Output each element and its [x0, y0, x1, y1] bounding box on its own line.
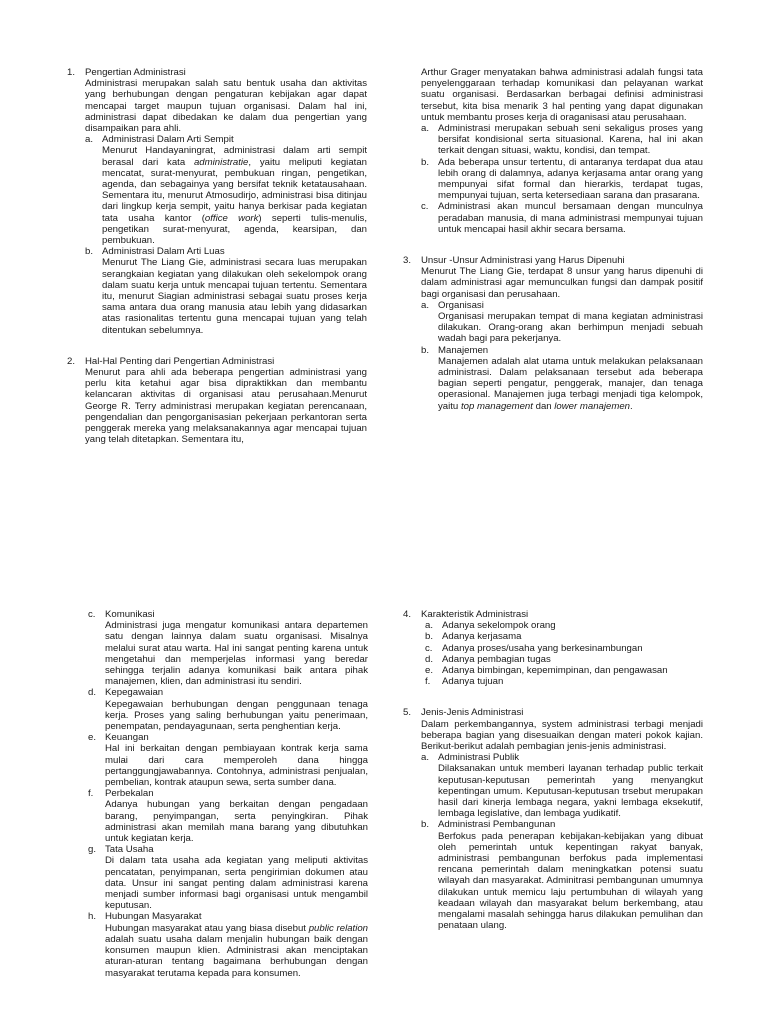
item-title: Perbekalan	[105, 788, 154, 800]
text-run: adalah suatu usaha dalam menjalin hubungan baik dengan konsumen maupun klien. Administrasi akan menciptakan aturan-aturan tentang bagaimana berhubungan dengan masyarakat terutama kepada para konsumen.	[105, 933, 368, 979]
subsection-b	[421, 819, 703, 931]
unsur-item	[88, 911, 368, 978]
column-top-left	[67, 67, 367, 446]
unsur-item	[88, 732, 368, 788]
column-bottom-right	[403, 609, 703, 931]
section-3	[403, 255, 703, 412]
item-letter: a.	[421, 299, 430, 311]
item-letter: f.	[88, 788, 94, 800]
list-item	[425, 676, 703, 687]
subsection-title: Administrasi Dalam Arti Luas	[102, 246, 225, 258]
text-run: Hubungan masyarakat atau yang biasa disebut	[105, 922, 309, 934]
subsection-title: Organisasi	[438, 299, 484, 311]
point-item	[421, 157, 703, 202]
subsection-a	[421, 300, 703, 345]
paragraph: Dilaksanakan untuk memberi layanan terhadap public terkait keputusan-keputusan pemerintah yang menyangkut kepentingan umum. Keputusan-keputusan trsebut merupakan hasil dari kinerja lembaga negara, yakni lembaga eksekutif, lembaga legislative, dan lembaga yudikatif.	[438, 763, 703, 820]
points-list	[403, 123, 703, 235]
paragraph: Administrasi juga mengatur komunikasi antara departemen satu dengan lainnya dalam suatu organisasi. Misalnya melalui surat atau warta. Hal ini sangat penting karena untuk mengetahui dan memperjelas informasi yang beredar sehingga terjalin adanya komunikasi baik antara pihak manajemen, klien, dan administrasi itu sendiri.	[105, 620, 368, 688]
italic-term: lower manajemen	[554, 400, 631, 412]
item-letter: h.	[88, 911, 97, 923]
list-item	[425, 631, 703, 642]
item-letter: e.	[425, 665, 434, 677]
point-text: Administrasi akan muncul bersamaan dengan munculnya peradaban manusia, di mana administrasi mempunyai tujuan untuk mencapai hasil akhir secara bersama.	[438, 201, 703, 235]
item-letter: a.	[425, 620, 434, 632]
item-letter: c.	[88, 609, 96, 620]
subsection-a	[421, 752, 703, 819]
italic-term: top management	[460, 400, 533, 412]
paragraph: Kepegawaian berhubungan dengan penggunaan tenaga kerja. Proses yang saling berhubungan yaitu penerimaan, penempatan, pendayagunaan, serta penghentian kerja.	[105, 698, 368, 733]
item-letter: a.	[85, 134, 94, 146]
continuation-paragraph: Arthur Grager menyatakan bahwa administrasi adalah fungsi tata penyelenggaraan terhadap komunikasi dan pelayanan warkat suatu organisasi. Berdasarkan berbagai definisi administrasi tersebut, kita bisa menarik 3 hal penting yang dapat digunakan untuk membantu proses kerja di oraganisasi atau perusahaan.	[421, 67, 703, 123]
paragraph: Berfokus pada penerapan kebijakan-kebijakan yang dibuat oleh pemerintah untuk kepentingan rakyat banyak, administrasi pembangunan berfokus pada implementasi rencana pemerintah dalam meningkatkan potensi suatu wilayah dan masyarakat. Adminitrasi pembangunan umumnya dilakukan untuk memicu laju pertumbuhan di wilayah yang keadaan wilayah dan masyarakat belum berkembang, atau mengalami masalah sehingga harus dilakukan pemulihan dan penataan ulang.	[438, 830, 703, 932]
subsection-b	[421, 345, 703, 412]
subsection-title: Manajemen	[438, 344, 489, 356]
item-text: Adanya bimbingan, kepemimpinan, dan pengawasan	[442, 665, 668, 677]
item-text: Adanya pembagian tugas	[442, 653, 551, 665]
paragraph: Menurut The Liang Gie, administrasi secara luas merupakan serangkaian kegiatan yang dilakukan oleh sekelompok orang dalam suatu kerja untuk mencapai tujuan tertentu. Sementara itu, menurut Siagian administrasi sebagai suatu proses kerja sama antara dua orang manusia atau lebih yang didasarkan atas rasionalitas tertentu guna mencapai tujuan yang telah ditentukan sebelumnya.	[102, 257, 367, 336]
item-title: Tata Usaha	[105, 844, 154, 856]
item-title: Keuangan	[105, 732, 149, 744]
list-item	[425, 620, 703, 631]
paragraph: Hal ini berkaitan dengan pembiayaan kontrak kerja sama mulai dari cara memperoleh dana hingga pertanggungjawabannya. Contohnya, administrasi penjualan, pembelian, kontrak ataupun sewa, serta sumber dana.	[105, 743, 368, 789]
column-bottom-left	[88, 609, 368, 979]
section-intro: Menurut The Liang Gie, terdapat 8 unsur yang harus dipenuhi di dalam administrasi agar memunculkan fungsi dan dampak positif bagi organisasi dan perusahaan.	[421, 266, 703, 300]
paragraph: Menurut para ahli ada beberapa pengertian administrasi yang perlu kita ketahui agar bisa dipraktikkan dan membantu kelancaran aktivitas di organisasi atau perusahaan.Menurut George R. Terry administrasi merupakan kegiatan perencanaan, pengendalian dan pengorganisasian pekerjaan perkantoran serta penggerak mereka yang melaksanakannya agar mencapai tujuan yang telah ditetapkan. Sementara itu,	[85, 367, 367, 446]
text-run: dan	[532, 400, 555, 412]
paragraph	[102, 145, 367, 246]
section-number: 5.	[403, 707, 412, 719]
section-2	[67, 356, 367, 446]
unsur-item	[88, 687, 368, 732]
paragraph	[105, 923, 368, 979]
unsur-item	[88, 844, 368, 911]
text-run: .	[630, 400, 633, 412]
subsection-title: Administrasi Dalam Arti Sempit	[102, 134, 234, 146]
item-title: Kepegawaian	[105, 687, 164, 699]
point-text: Ada beberapa unsur tertentu, di antaranya terdapat dua atau lebih orang di dalamnya, adanya kerjasama antar orang yang mempunyai sifat formal dan hierarkis, terdapat tugas, mempunyai tujuan, serta ketersediaan sarana dan prasarana.	[438, 156, 703, 202]
text-run: Manajemen adalah alat utama untuk melakukan pelaksanaan administrasi. Dalam pelaksanaan tersebut ada beberapa bagian seperti pengatur, penggerak, manajer, dan tenaga operasional. Manajemen juga terbagi menjadi tiga kelompok, yaitu	[438, 355, 703, 412]
point-text: Administrasi merupakan sebuah seni sekaligus proses yang bersifat kondisional serta situasional. Karena, hal ini akan terkait dengan situasi, waktu, kondisi, dan tempat.	[438, 123, 703, 157]
section-number: 2.	[67, 355, 76, 367]
item-letter: a.	[421, 752, 430, 764]
section-intro: Dalam perkembangannya, system administrasi terbagi menjadi beberapa bagian yang disesuaikan dengan materi pokok kajian. Berikut-berikut adalah pembagian jenis-jenis administrasi.	[421, 718, 703, 753]
item-letter: b.	[425, 631, 434, 643]
unsur-item	[88, 788, 368, 844]
paragraph	[438, 356, 703, 412]
section-number: 1.	[67, 67, 76, 78]
item-letter: b.	[421, 344, 430, 356]
characteristics-list	[425, 620, 703, 687]
section-1	[67, 67, 367, 336]
item-letter: c.	[425, 642, 433, 654]
section-intro: Administrasi merupakan salah satu bentuk usaha dan aktivitas yang berhubungan dengan pengaturan kebijakan agar dapat mencapai target maupun tujuan organisasi. Dalam hal ini, administrasi dapat dibedakan ke dalam dua pengertian yang disampaikan para ahli.	[85, 78, 367, 135]
section-number: 3.	[403, 255, 412, 267]
item-letter: d.	[425, 653, 434, 665]
text-run: , yaitu meliputi kegiatan mencatat, surat-menyurat, pembukuan ringan, pengetikan, agenda, dan sebagainya yang bersifat teknik ketatausahaan. Sementara itu, menurut Atmosudirjo, administrasi bisa ditinjau dari lingkup kerja sempit, yaitu hanya berkisar pada kegiatan tata usaha kantor (	[102, 156, 367, 224]
item-letter: b.	[421, 819, 430, 831]
section-5	[403, 707, 703, 931]
list-item	[425, 654, 703, 665]
column-top-right	[403, 67, 703, 412]
section-4	[403, 609, 703, 687]
item-letter: b.	[85, 246, 94, 258]
section-title: Jenis-Jenis Administrasi	[421, 707, 524, 719]
subsection-title: Administrasi Publik	[438, 752, 520, 764]
italic-term: office work	[204, 212, 259, 224]
item-text: Adanya sekelompok orang	[442, 620, 556, 632]
subsection-title: Administrasi Pembangunan	[438, 819, 556, 831]
item-title: Hubungan Masyarakat	[105, 911, 202, 923]
italic-term: public relation	[308, 922, 369, 934]
item-text: Adanya tujuan	[442, 676, 504, 688]
section-title: Hal-Hal Penting dari Pengertian Administrasi	[85, 355, 275, 367]
item-text: Adanya kerjasama	[442, 631, 522, 643]
text-run: ) seperti tulis-menulis, pengetikan surat-menyurat, agenda, kearsipan, dan pembukuan.	[102, 212, 367, 247]
italic-term: administratie	[193, 156, 249, 168]
point-item	[421, 201, 703, 235]
item-letter: f.	[425, 676, 431, 688]
item-letter: e.	[88, 732, 97, 744]
item-title: Komunikasi	[105, 609, 155, 620]
item-text: Adanya proses/usaha yang berkesinambungan	[442, 642, 643, 654]
unsur-item	[88, 609, 368, 687]
section-title: Pengertian Administrasi	[85, 67, 186, 78]
item-letter: b.	[421, 156, 430, 168]
item-letter: d.	[88, 687, 97, 699]
paragraph: Adanya hubungan yang berkaitan dengan pengadaan barang, penyimpangan, serta penyingkiran. Pihak administrasi akan memilah mana barang yang dibutuhkan untuk kegiatan kerja.	[105, 799, 368, 845]
item-letter: a.	[421, 123, 430, 135]
paragraph: Di dalam tata usaha ada kegiatan yang meliputi aktivitas pencatatan, penyimpanan, serta pengirimian dokumen atau data. Unsur ini sangat penting dalam administrasi karena menjadi sumber informasi bagi organisasi untuk mengambil keputusan.	[105, 855, 368, 912]
point-item	[421, 123, 703, 157]
section-title: Karakteristik Administrasi	[421, 609, 529, 620]
item-letter: c.	[421, 201, 429, 213]
section-number: 4.	[403, 609, 412, 620]
subsection-b	[85, 246, 367, 336]
section-title: Unsur -Unsur Administrasi yang Harus Dipenuhi	[421, 255, 625, 267]
list-item	[425, 665, 703, 676]
list-item	[425, 643, 703, 654]
paragraph: Organisasi merupakan tempat di mana kegiatan administrasi dilakukan. Orang-orang akan berhimpun menjadi sebuah wadah bagi para pekerjanya.	[438, 311, 703, 345]
text-run: Menurut Handayaningrat, administrasi dalam arti sempit berasal dari kata	[102, 145, 367, 168]
item-letter: g.	[88, 844, 97, 856]
subsection-a	[85, 134, 367, 246]
